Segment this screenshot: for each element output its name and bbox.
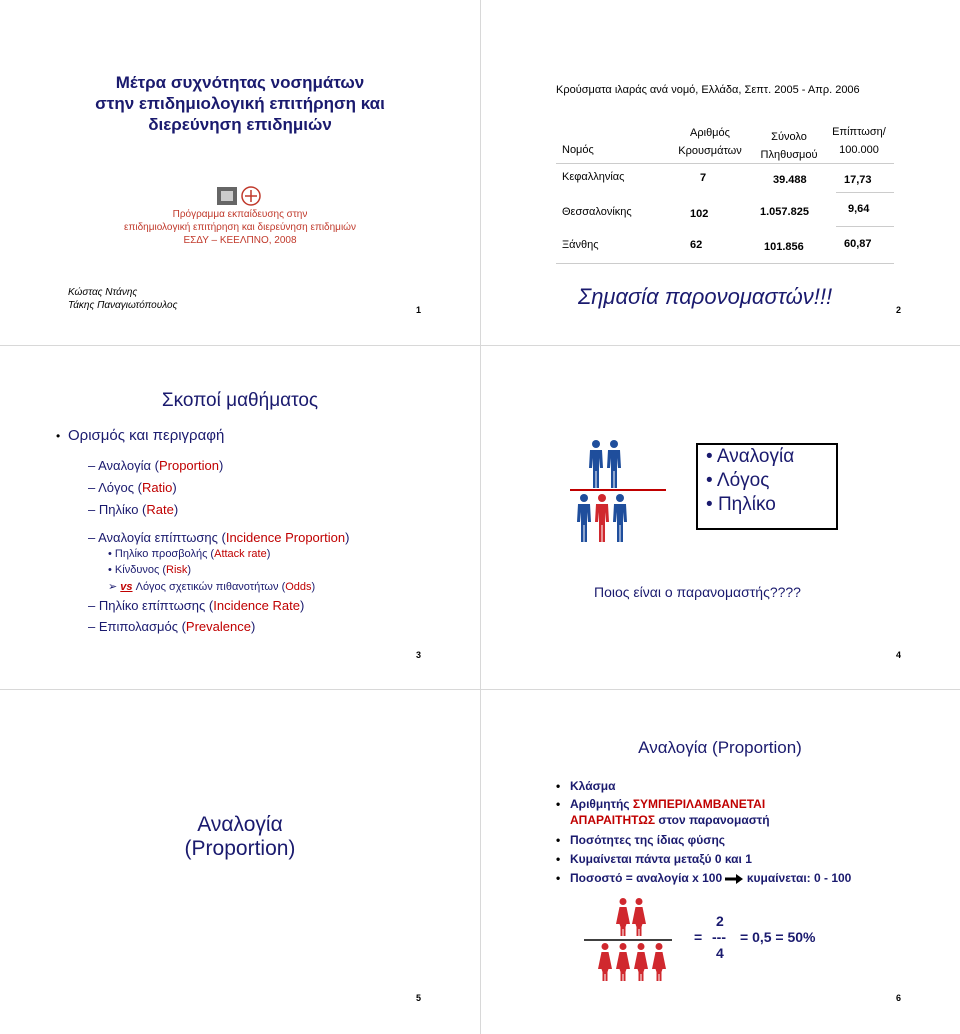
- slide-number-1: 1: [416, 305, 422, 315]
- table-cell-incidence: 60,87: [844, 238, 872, 250]
- slide1-title: [60, 72, 420, 135]
- definition-bullet: • Ποσότητες της ίδιας φύσης: [570, 832, 725, 848]
- equation-denominator: 4: [716, 945, 724, 961]
- item-english: Ratio: [142, 480, 173, 495]
- measure-item: • Πηλίκο: [706, 494, 776, 515]
- program-description: [100, 208, 380, 247]
- column-divider: [480, 0, 481, 1034]
- subitem-greek: Κίνδυνος: [114, 564, 160, 576]
- item-greek: Πηλίκο: [98, 502, 139, 517]
- table-cell-cases: 62: [690, 239, 703, 251]
- table-rule: [836, 226, 894, 227]
- denominator-note: Σημασία παρονομαστών!!!: [578, 284, 833, 309]
- program-line: ΕΣΔΥ – ΚΕΕΛΠΝΟ, 2008: [183, 235, 297, 246]
- header-population: [754, 128, 824, 164]
- definition-bullet: • Κλάσμα: [570, 778, 616, 794]
- objective-item: – Λόγος (Ratio): [88, 480, 177, 495]
- table-cell-nomos: Κεφαλληνίας: [562, 171, 625, 183]
- table-rule: [836, 192, 894, 193]
- objective-item: – Πηλίκο (Rate): [88, 502, 179, 517]
- objective-subitem: • Κίνδυνος (Risk): [108, 564, 192, 576]
- measures-box: [696, 443, 838, 530]
- objective-item: – Πηλίκο επίπτωσης (Incidence Rate): [88, 598, 305, 613]
- table-header-rule: [556, 163, 894, 164]
- header-line: Κρουσμάτων: [678, 145, 742, 157]
- main-bullet: Ορισμός και περιγραφή: [68, 427, 225, 444]
- table-caption: Κρούσματα ιλαράς ανά νομό, Ελλάδα, Σεπτ. 2005 - Απρ. 2006: [556, 84, 860, 96]
- header-line: 100.000: [839, 144, 879, 156]
- equation-equals: =: [694, 929, 703, 945]
- table-cell-pop: 101.856: [764, 241, 804, 253]
- authors: [68, 286, 177, 312]
- slide-number-4: 4: [896, 650, 902, 660]
- table-cell-pop: 39.488: [773, 174, 807, 186]
- slide-number-6: 6: [896, 993, 902, 1003]
- slide1-title-line: Μέτρα συχνότητας νοσημάτων: [115, 73, 365, 92]
- table-cell-nomos: Ξάνθης: [562, 239, 599, 251]
- bullet-text: Ποσοστό = αναλογία x 100: [570, 871, 726, 885]
- bullet-dot: •: [56, 429, 61, 443]
- objective-item: – Αναλογία επίπτωσης (Incidence Proportion): [88, 530, 350, 545]
- table-cell-nomos: Θεσσαλονίκης: [562, 206, 632, 218]
- numerator-men-icon: [589, 440, 621, 488]
- people-fraction-figure: [566, 438, 676, 542]
- measure-label: Αναλογία: [716, 446, 795, 467]
- slide6-title: Αναλογία (Proportion): [638, 738, 802, 757]
- vs-label: vs: [120, 581, 133, 593]
- measure-item: • Λόγος: [706, 470, 770, 491]
- denominator-question: Ποιος είναι ο παρανομαστής????: [594, 584, 801, 600]
- header-line: Επίπτωση/: [832, 126, 886, 138]
- bullet-text: Αριθμητής: [570, 797, 633, 811]
- table-cell-cases: 102: [690, 208, 709, 220]
- row-divider-2: [0, 689, 960, 690]
- item-english: Incidence Rate: [213, 598, 300, 613]
- definition-bullet: • Κυμαίνεται πάντα μεταξύ 0 και 1: [570, 851, 752, 867]
- definition-bullet: [570, 870, 851, 886]
- institute-logo-icon: [216, 186, 264, 206]
- subitem-greek: Λόγος σχετικών πιθανοτήτων: [135, 581, 279, 593]
- measure-item: • Αναλογία: [706, 446, 795, 467]
- bullet-text: στον παρανομαστή: [655, 813, 770, 827]
- equation-result: = 0,5 = 50%: [740, 929, 816, 945]
- objective-subitem: • Πηλίκο προσβολής (Attack rate): [108, 548, 271, 560]
- bullet-text: κυμαίνεται: 0 - 100: [743, 871, 852, 885]
- item-greek: Επιπολασμός: [98, 619, 178, 634]
- author-name: Κώστας Ντάνης: [68, 287, 138, 298]
- right-arrow-icon: [725, 874, 743, 884]
- table-cell-pop: 1.057.825: [760, 206, 809, 218]
- subitem-english: Attack rate: [214, 548, 267, 560]
- table-cell-cases: 7: [700, 172, 707, 184]
- denominator-people-icon: [577, 494, 627, 542]
- slide5-title-line: Αναλογία: [197, 813, 283, 836]
- objective-subitem: ➢ vs Λόγος σχετικών πιθανοτήτων (Odds): [108, 581, 316, 593]
- measure-label: Λόγος: [716, 470, 770, 491]
- item-greek: Αναλογία: [98, 458, 152, 473]
- header-nomos: Νομός: [562, 144, 594, 156]
- program-line: επιδημιολογική επιτήρηση και διερεύνηση επιδημιών: [124, 222, 356, 233]
- women-fraction-figure: [580, 898, 676, 982]
- header-line: Αριθμός: [690, 127, 730, 139]
- item-english: Proportion: [158, 458, 219, 473]
- header-cases: [672, 124, 748, 160]
- slide-number-2: 2: [896, 305, 902, 315]
- author-name: Τάκης Παναγιωτόπουλος: [68, 300, 178, 311]
- objective-item: – Επιπολασμός (Prevalence): [88, 619, 256, 634]
- header-incidence: [826, 123, 892, 159]
- bullet-emphasis: ΑΠΑΡΑΙΤΗΤΩΣ: [570, 813, 656, 827]
- item-greek: Λόγος: [98, 480, 135, 495]
- denominator-women-icon: [598, 943, 666, 981]
- equation-numerator: 2: [716, 913, 724, 929]
- table-cell-incidence: 17,73: [844, 174, 872, 186]
- slide3-title: Σκοποί μαθήματος: [161, 390, 319, 411]
- item-english: Rate: [146, 502, 174, 517]
- bullet-emphasis: ΣΥΜΠΕΡΙΛΑΜΒΑΝΕΤΑΙ: [632, 797, 766, 811]
- item-english: Prevalence: [185, 619, 251, 634]
- slide1-title-line: διερεύνηση επιδημιών: [148, 115, 332, 134]
- header-line: Σύνολο: [771, 131, 807, 143]
- table-cell-incidence: 9,64: [848, 203, 870, 215]
- item-greek: Πηλίκο επίπτωσης: [98, 598, 206, 613]
- slide1-title-line: στην επιδημιολογική επιτήρηση και: [95, 94, 385, 113]
- equation-bar: ---: [712, 929, 726, 945]
- row-divider-1: [0, 345, 960, 346]
- subitem-english: Odds: [285, 581, 312, 593]
- slide-number-5: 5: [416, 993, 422, 1003]
- measure-label: Πηλίκο: [717, 494, 776, 515]
- item-greek: Αναλογία επίπτωσης: [98, 530, 218, 545]
- objective-item: – Αναλογία (Proportion): [88, 458, 224, 473]
- subitem-greek: Πηλίκο προσβολής: [114, 548, 208, 560]
- subitem-english: Risk: [166, 564, 188, 576]
- table-bottom-rule: [556, 263, 894, 264]
- header-line: Πληθυσμού: [760, 149, 818, 161]
- slide5-title: [140, 813, 340, 861]
- slide-number-3: 3: [416, 650, 422, 660]
- item-english: Incidence Proportion: [225, 530, 346, 545]
- definition-bullet: [570, 796, 770, 828]
- program-logos: [216, 186, 264, 206]
- slide5-title-line: (Proportion): [184, 837, 296, 860]
- program-line: Πρόγραμμα εκπαίδευσης στην: [172, 209, 308, 220]
- numerator-women-icon: [616, 898, 646, 936]
